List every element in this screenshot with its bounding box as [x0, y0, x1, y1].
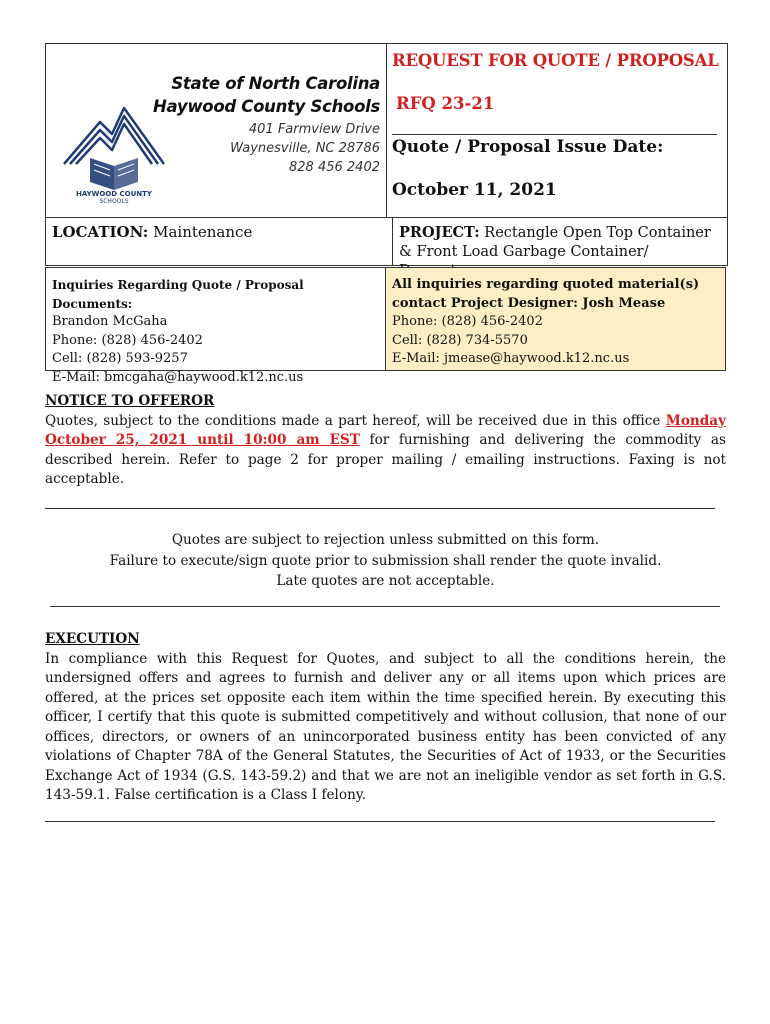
header-row-bottom [46, 218, 727, 265]
address-city: Waynesville, NC 28786 [230, 141, 380, 156]
notice-text-before: Quotes, subject to the conditions made a part hereof, will be received due in this office [45, 412, 666, 429]
notice-heading: NOTICE TO OFFEROR [45, 393, 215, 409]
rfq-divider [392, 134, 717, 135]
warning-line-2: Failure to execute/sign quote prior to submission shall render the quote invalid. [109, 552, 662, 569]
location-cell [46, 218, 393, 265]
divider-2 [50, 606, 720, 607]
designer-cell: Cell: (828) 734-5570 [392, 332, 528, 348]
inquiries-documents-heading: Inquiries Regarding Quote / Proposal Documents: [52, 278, 304, 311]
issue-date-label: Quote / Proposal Issue Date: [392, 137, 664, 157]
contact-phone: Phone: (828) 456-2402 [52, 332, 203, 348]
warning-line-1: Quotes are subject to rejection unless submitted on this form. [171, 532, 600, 548]
inquiries-documents-box [45, 267, 386, 385]
project-cell [393, 218, 727, 265]
notice-section [45, 392, 726, 490]
location-value: Maintenance [153, 223, 253, 241]
designer-phone: Phone: (828) 456-2402 [392, 314, 543, 329]
project-value: Rectangle Open Top Container & Front Load Garbage Container/ [399, 225, 711, 260]
logo-text-line1: HAYWOOD COUNTY [75, 190, 153, 198]
logo-text-line2: SCHOOLS [99, 198, 129, 204]
header-table [45, 43, 728, 266]
rfq-number: RFQ 23-21 [396, 94, 495, 113]
execution-heading: EXECUTION [45, 631, 140, 647]
school-address [230, 120, 380, 177]
haywood-schools-logo [60, 86, 168, 204]
warnings-block [45, 530, 726, 592]
notice-text-after: for furnishing and delivering the commodity as described herein. Refer to page 2 for proper mailing / emailing instructions. Faxing is not acceptable. [45, 432, 726, 487]
divider-3 [45, 821, 715, 822]
location-label: LOCATION: [52, 223, 149, 241]
contact-cell: Cell: (828) 593-9257 [52, 351, 188, 366]
school-info-cell [46, 44, 387, 217]
execution-section [45, 630, 726, 806]
inquiries-section [45, 267, 726, 385]
issue-date-value: October 11, 2021 [392, 180, 557, 200]
materials-heading-2: contact Project Designer: Josh Mease [392, 295, 666, 311]
designer-email[interactable]: E-Mail: jmease@haywood.k12.nc.us [392, 351, 630, 366]
warning-line-3: Late quotes are not acceptable. [276, 573, 495, 589]
notice-deadline: Monday October 25, 2021 until 10:00 am EST [45, 412, 726, 448]
contact-email[interactable]: E-Mail: bmcgaha@haywood.k12.nc.us [52, 369, 304, 385]
rfq-info-cell [387, 44, 727, 217]
school-name-block [153, 72, 380, 118]
state-name: State of North Carolina [171, 74, 380, 93]
inquiries-materials-box [386, 267, 726, 371]
contact-name: Brandon McGaha [52, 314, 168, 329]
header-row-top [46, 44, 727, 218]
address-phone: 828 456 2402 [289, 160, 380, 175]
address-street: 401 Farmview Drive [248, 122, 380, 137]
project-label: PROJECT: [399, 224, 480, 241]
execution-paragraph: In compliance with this Request for Quotes, and subject to all the conditions herein, the undersigned offers and agrees to furnish and deliver any or all items upon which prices are offered, at the prices set opposite each item within the time specified herein. By executing this officer, I certify that this quote is submitted competitively and without collusion, that none of our offices, directors, or owners of an unincorporated business entity has been convicted of any violations of Chapter 78A of the General Statutes, the Securities of Act of 1933, or the Securities Exchange Act of 1934 (G.S. 143-59.2) and that we are not an ineligible vendor as set forth in G.S. 143-59.1. False certification is a Class I felony. [45, 650, 726, 803]
notice-paragraph [45, 412, 726, 490]
materials-heading-1: All inquiries regarding quoted material(s) [392, 277, 700, 292]
divider-1 [45, 508, 715, 509]
school-district-name: Haywood County Schools [153, 97, 380, 116]
rfq-title: REQUEST FOR QUOTE / PROPOSAL [392, 51, 719, 70]
